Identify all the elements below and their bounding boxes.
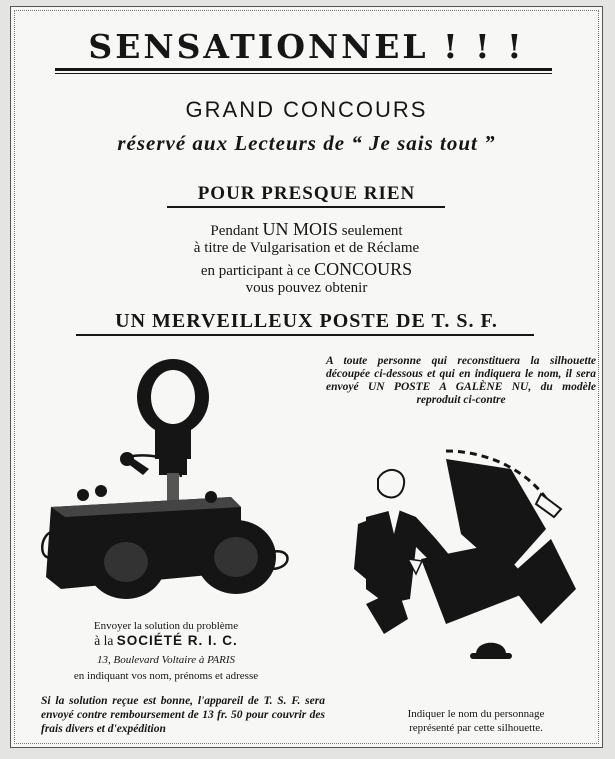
intro-line-1 [11, 219, 602, 240]
headline-rule-bottom [55, 73, 552, 74]
intro-word-concours: CONCOURS [314, 259, 413, 279]
send-prefix: à la [94, 633, 114, 648]
intro-word-un-mois: UN MOIS [262, 219, 338, 239]
silhouette-puzzle-illustration [336, 439, 601, 674]
intro-word-pendant: Pendant [210, 223, 259, 239]
intro-line-4: vous pouvez obtenir [245, 280, 368, 296]
reserved-line: réservé aux Lecteurs de “ Je sais tout ” [117, 131, 496, 155]
prize-headline: UN MERVEILLEUX POSTE DE T. S. F. [115, 310, 498, 332]
subheadline-rule [167, 206, 445, 208]
indicate-line-2: représenté par cette silhouette. [409, 722, 543, 734]
crystal-radio-illustration [31, 357, 301, 607]
intro-word-seulement: seulement [341, 223, 403, 239]
indicate-text [366, 707, 586, 735]
headline-rule-top [55, 68, 552, 71]
contest-title: GRAND CONCOURS [185, 97, 428, 122]
prize-headline-rule [76, 334, 534, 336]
send-address: 13, Boulevard Voltaire à PARIS [97, 654, 235, 666]
advertisement-page [10, 6, 603, 748]
intro-line-3-text: en participant à ce [200, 263, 311, 279]
subheadline: POUR PRESQUE RIEN [197, 183, 416, 204]
offer-text: A toute personne qui reconstituera la silhouette découpée ci-dessous et qui en indiquera le nom, il sera envoyé UN POSTE A GALÈNE NU, du modèle reproduit ci-contre [326, 355, 596, 406]
footer-note: Si la solution reçue est bonne, l'appareil de T. S. F. sera envoyé contre remboursement de 13 fr. 50 pour couvrir des frais divers et d'expédition [41, 695, 325, 735]
indicate-line-1: Indiquer le nom du personnage [407, 708, 545, 720]
send-line-2 [11, 633, 321, 649]
intro-line-2: à titre de Vulgarisation et de Réclame [193, 240, 420, 256]
send-line-1: Envoyer la solution du problème [93, 620, 239, 632]
intro-line-3 [11, 259, 602, 280]
company-name: SOCIÉTÉ R. I. C. [116, 633, 238, 648]
send-line-4: en indiquant vos nom, prénoms et adresse [73, 670, 259, 682]
headline: SENSATIONNEL ! ! ! [88, 27, 525, 66]
